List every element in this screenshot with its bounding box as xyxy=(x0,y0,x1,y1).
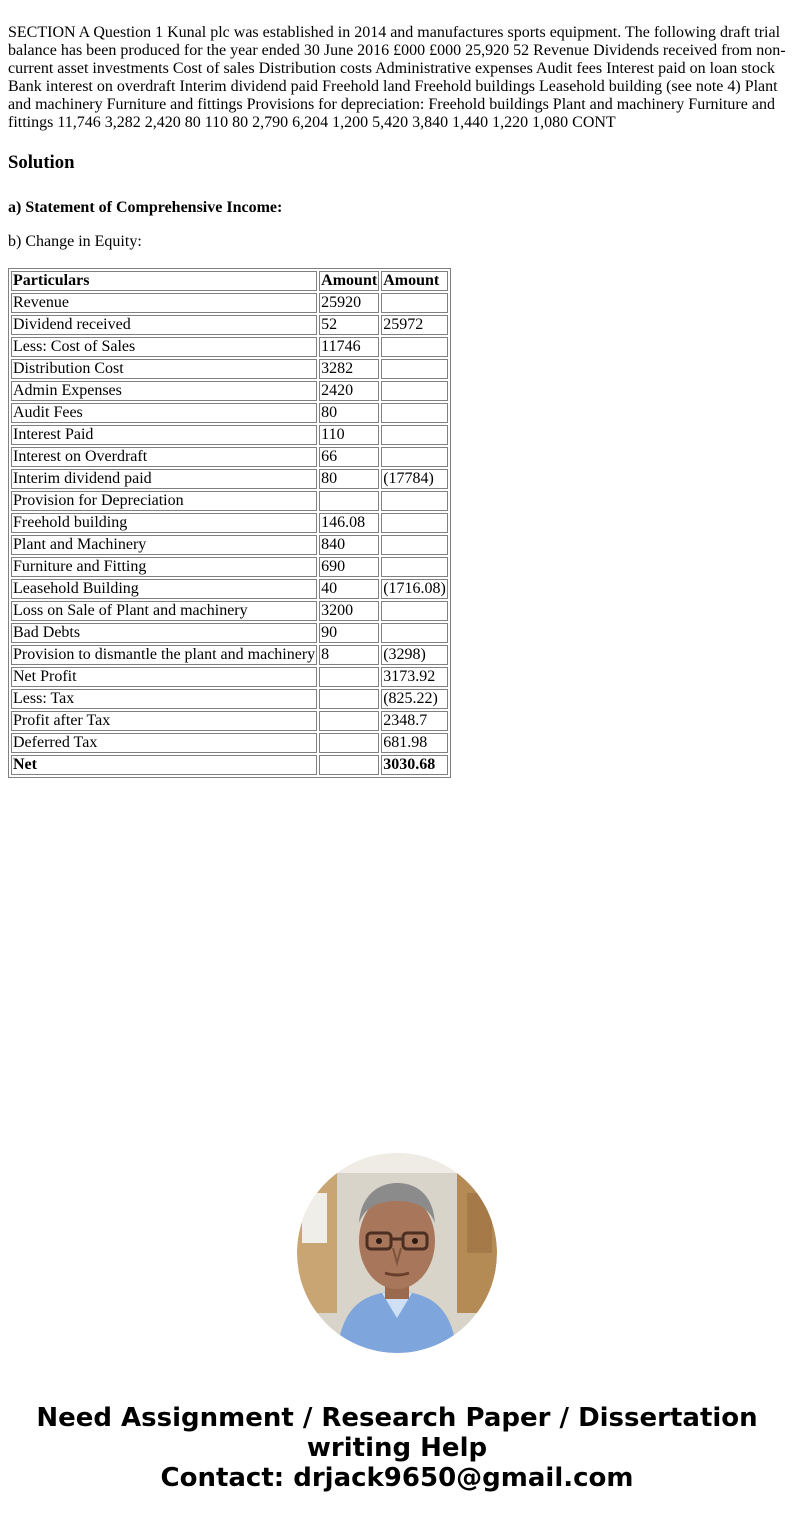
row-amount-1: 90 xyxy=(319,623,379,643)
table-row xyxy=(11,689,448,709)
row-amount-1: 690 xyxy=(319,557,379,577)
row-amount-1: 110 xyxy=(319,425,379,445)
row-amount-2: (825.22) xyxy=(381,689,448,709)
table-row xyxy=(11,645,448,665)
table-row xyxy=(11,469,448,489)
row-amount-1 xyxy=(319,491,379,511)
row-amount-2: (3298) xyxy=(381,645,448,665)
row-amount-2 xyxy=(381,381,448,401)
table-row xyxy=(11,535,448,555)
table-row xyxy=(11,293,448,313)
row-amount-2 xyxy=(381,293,448,313)
table-row xyxy=(11,557,448,577)
row-amount-1: 80 xyxy=(319,403,379,423)
row-amount-2: 681.98 xyxy=(381,733,448,753)
row-label: Bad Debts xyxy=(11,623,317,643)
row-label: Audit Fees xyxy=(11,403,317,423)
row-amount-2 xyxy=(381,623,448,643)
table-row xyxy=(11,579,448,599)
row-amount-1: 3282 xyxy=(319,359,379,379)
solution-heading: Solution xyxy=(8,152,75,173)
row-label: Distribution Cost xyxy=(11,359,317,379)
row-amount-1: 66 xyxy=(319,447,379,467)
table-row xyxy=(11,491,448,511)
row-amount-1: 52 xyxy=(319,315,379,335)
footer-contact[interactable]: Contact: drjack9650@gmail.com xyxy=(160,1463,634,1493)
row-amount-2 xyxy=(381,491,448,511)
table-row xyxy=(11,667,448,687)
row-amount-2 xyxy=(381,601,448,621)
row-label: Plant and Machinery xyxy=(11,535,317,555)
table-header-row xyxy=(11,271,448,291)
row-label: Profit after Tax xyxy=(11,711,317,731)
row-amount-1: 146.08 xyxy=(319,513,379,533)
row-label: Furniture and Fitting xyxy=(11,557,317,577)
row-amount-2: 2348.7 xyxy=(381,711,448,731)
row-label: Less: Cost of Sales xyxy=(11,337,317,357)
row-amount-2: (17784) xyxy=(381,469,448,489)
part-b-heading: b) Change in Equity: xyxy=(8,233,142,250)
row-amount-2: (1716.08) xyxy=(383,580,446,597)
row-label: Less: Tax xyxy=(11,689,317,709)
row-amount-1: 11746 xyxy=(319,337,379,357)
row-label: Deferred Tax xyxy=(11,733,317,753)
row-amount-1 xyxy=(319,667,379,687)
total-label: Net xyxy=(11,755,317,775)
table-row xyxy=(11,513,448,533)
row-label: Revenue xyxy=(11,293,317,313)
table-row xyxy=(11,337,448,357)
row-amount-2 xyxy=(381,425,448,445)
row-label: Loss on Sale of Plant and machinery xyxy=(11,601,317,621)
question-text: SECTION A Question 1 Kunal plc was established in 2014 and manufactures sports equipment. The following draft trial balance has been produced for the year ended 30 June 2016 £000 £000 25,920 52 Revenue Dividends received from non-current asset investments Cost of sales Distribution costs Administrative expenses Audit fees Interest paid on loan stock Bank interest on overdraft Interim dividend paid Freehold land Freehold buildings Leasehold building (see note 4) Plant and machinery Furniture and fittings Provisions for depreciation: Freehold buildings Plant and machinery Furniture and fittings 11,746 3,282 2,420 80 110 80 2,790 6,204 1,200 5,420 3,840 1,440 1,220 1,080 CONT xyxy=(8,24,786,131)
row-label: Net Profit xyxy=(11,667,317,687)
row-amount-1: 25920 xyxy=(319,293,379,313)
row-amount-1: 3200 xyxy=(319,601,379,621)
table-row xyxy=(11,601,448,621)
row-amount-2 xyxy=(381,535,448,555)
row-label: Dividend received xyxy=(11,315,317,335)
part-a-heading: a) Statement of Comprehensive Income: xyxy=(8,199,283,216)
table-row xyxy=(11,447,448,467)
header-amount-2: Amount xyxy=(381,271,448,291)
row-amount-1 xyxy=(319,733,379,753)
row-amount-2 xyxy=(381,337,448,357)
footer-line-1: Need Assignment / Research Paper / Dissertation xyxy=(36,1403,758,1433)
footer-line-2: writing Help xyxy=(306,1433,488,1463)
income-statement-table xyxy=(8,268,451,778)
table-row xyxy=(11,711,448,731)
header-particulars: Particulars xyxy=(11,271,317,291)
row-label: Freehold building xyxy=(11,513,317,533)
table-total-row xyxy=(11,755,448,775)
row-amount-2 xyxy=(381,359,448,379)
document-content xyxy=(8,24,786,778)
table-row xyxy=(11,733,448,753)
total-amount-1 xyxy=(319,755,379,775)
row-amount-2: 25972 xyxy=(381,315,448,335)
footer-advert xyxy=(0,1403,794,1493)
row-amount-1: 40 xyxy=(319,579,379,599)
total-amount-2: 3030.68 xyxy=(381,755,448,775)
table-row xyxy=(11,403,448,423)
table-row xyxy=(11,623,448,643)
row-label: Interest on Overdraft xyxy=(11,447,317,467)
row-amount-2 xyxy=(381,513,448,533)
author-portrait-image xyxy=(297,1153,497,1353)
row-label: Provision to dismantle the plant and machinery xyxy=(13,646,316,663)
row-amount-2: 3173.92 xyxy=(381,667,448,687)
row-amount-1 xyxy=(319,689,379,709)
row-amount-1: 8 xyxy=(319,645,379,665)
table-row xyxy=(11,425,448,445)
header-amount-1: Amount xyxy=(321,272,378,289)
author-photo xyxy=(297,1153,497,1353)
table-row xyxy=(11,315,448,335)
row-label: Interim dividend paid xyxy=(11,469,317,489)
row-label: Provision for Depreciation xyxy=(11,491,317,511)
row-amount-2 xyxy=(381,447,448,467)
table-row xyxy=(11,359,448,379)
table-row xyxy=(11,381,448,401)
row-amount-2 xyxy=(381,557,448,577)
row-label: Leasehold Building xyxy=(11,579,317,599)
row-amount-1: 80 xyxy=(319,469,379,489)
row-label: Admin Expenses xyxy=(11,381,317,401)
row-label: Interest Paid xyxy=(11,425,317,445)
row-amount-1: 2420 xyxy=(319,381,379,401)
row-amount-2 xyxy=(381,403,448,423)
row-amount-1: 840 xyxy=(319,535,379,555)
row-amount-1 xyxy=(319,711,379,731)
